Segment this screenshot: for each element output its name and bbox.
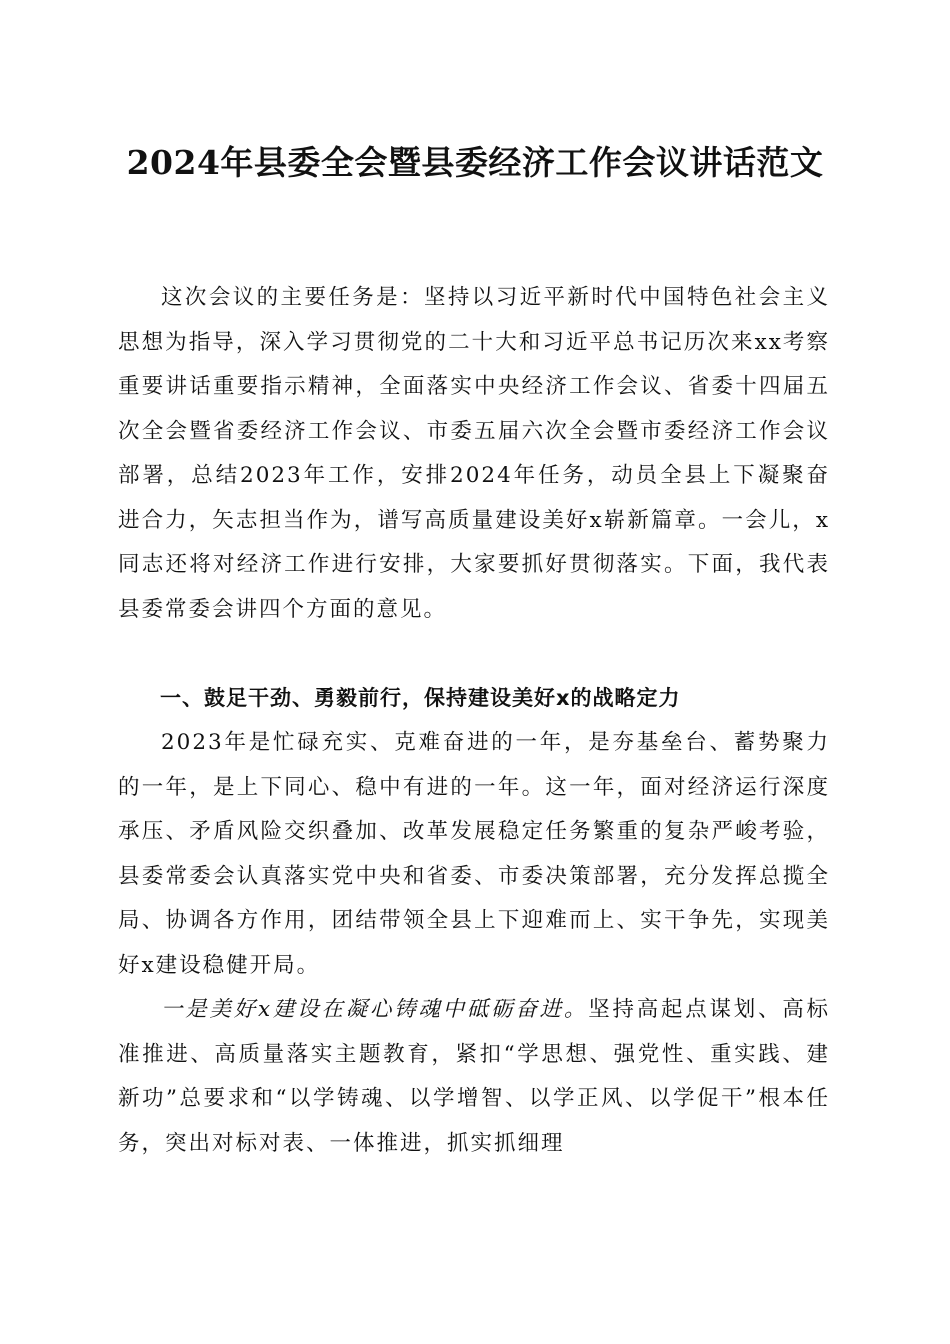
point1-text: 坚持高起点谋划、高标准推进、高质量落实主题教育，紧扣“学思想、强党性、重实践、建新功”总要求和“以学铸魂、以学增智、以学正风、以学促干”根本任务，突出对标对表、一体推进，抓实抓细理	[118, 997, 830, 1156]
intro-paragraph: 这次会议的主要任务是：坚持以习近平新时代中国特色社会主义思想为指导，深入学习贯彻党的二十大和习近平总书记历次来xx考察重要讲话重要指示精神，全面落实中央经济工作会议、省委十四届五次全会暨省委经济工作会议、市委五届六次全会暨市委经济工作会议部署，总结2023年工作，安排2024年任务，动员全县上下凝聚奋进合力，矢志担当作为，谱写高质量建设美好x崭新篇章。一会儿，x同志还将对经济工作进行安排，大家要抓好贯彻落实。下面，我代表县委常委会讲四个方面的意见。	[118, 285, 830, 622]
point1-paragraph	[118, 988, 830, 1166]
document-title: 2024年县委全会暨县委经济工作会议讲话范文	[126, 143, 824, 182]
section-heading-1: 一、鼓足干劲、勇毅前行，保持建设美好x的战略定力	[160, 686, 681, 710]
point1-lead: 一是美好x建设在凝心铸魂中砥砺奋进。	[161, 997, 589, 1022]
section1-paragraph: 2023年是忙碌充实、克难奋进的一年，是夯基垒台、蓄势聚力的一年，是上下同心、稳中有进的一年。这一年，面对经济运行深度承压、矛盾风险交织叠加、改革发展稳定任务繁重的复杂严峻考验，县委常委会认真落实党中央和省委、市委决策部署，充分发挥总揽全局、协调各方作用，团结带领全县上下迎难而上、实干争先，实现美好x建设稳健开局。	[118, 730, 830, 978]
